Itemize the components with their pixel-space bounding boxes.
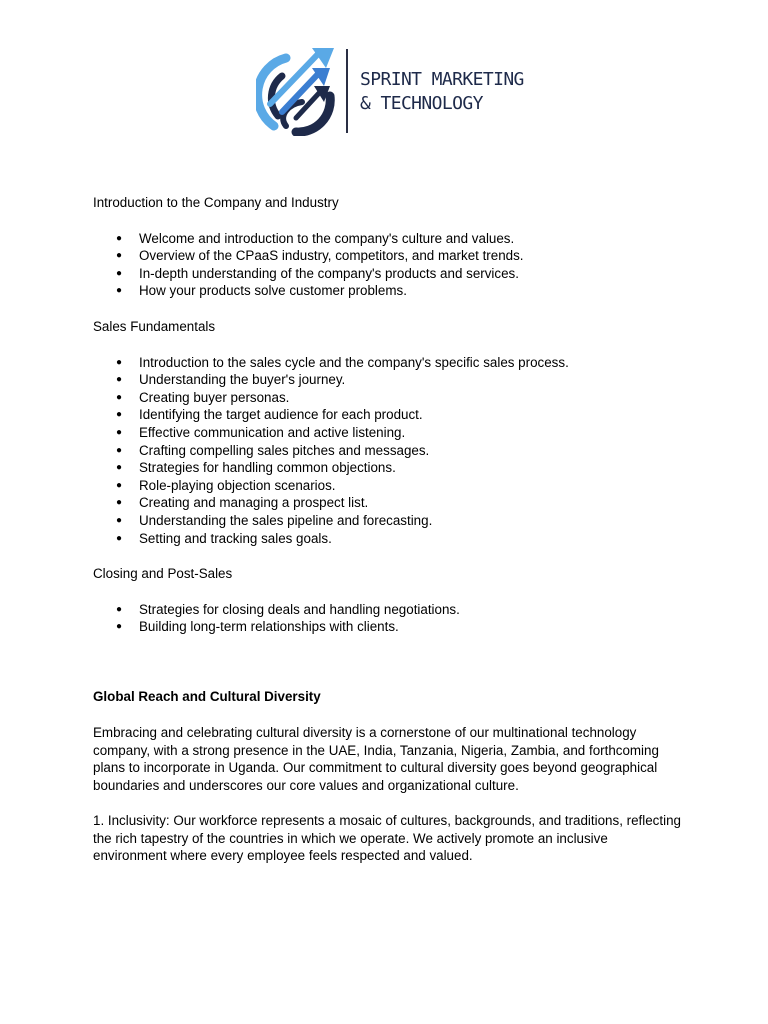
document-body xyxy=(93,194,683,865)
bullet-icon: ● xyxy=(116,409,123,421)
logo-wordmark xyxy=(360,68,524,116)
logo-line2: & TECHNOLOGY xyxy=(360,93,483,114)
bullet-icon: ● xyxy=(116,426,123,438)
list-item: ● How your products solve customer problems. xyxy=(116,283,407,299)
list-item: ● Identifying the target audience for each product. xyxy=(116,407,423,423)
bullet-icon: ● xyxy=(116,285,123,297)
list-item: ● In-depth understanding of the company's products and services. xyxy=(116,265,519,281)
list-item: ● Understanding the buyer's journey. xyxy=(116,372,346,388)
bullet-icon: ● xyxy=(116,462,123,474)
bullet-icon: ● xyxy=(116,497,123,509)
bullet-icon: ● xyxy=(116,532,123,544)
list-item: ● Strategies for handling common objections. xyxy=(116,460,396,476)
growth-arrow-logo-icon xyxy=(256,46,340,136)
list-item: ● Setting and tracking sales goals. xyxy=(116,530,332,546)
section-title-global: Global Reach and Cultural Diversity xyxy=(93,689,321,705)
section-title-sales: Sales Fundamentals xyxy=(93,318,216,334)
list-item: ● Building long-term relationships with clients. xyxy=(116,619,399,635)
global-paragraph-1: Embracing and celebrating cultural diversity is a cornerstone of our multinational technology company, with a strong presence in the UAE, India, Tanzania, Nigeria, Zambia, and forthcoming plans to incorporate in Uganda. Our commitment to cultural diversity goes beyond geographical boundaries and underscores our core values and organizational culture. xyxy=(93,725,659,793)
list-item: ● Effective communication and active listening. xyxy=(116,424,406,440)
global-paragraph-2: 1. Inclusivity: Our workforce represents a mosaic of cultures, backgrounds, and traditions, reflecting the rich tapestry of the countries in which we operate. We actively promote an inclusive environment where every employee feels respected and valued. xyxy=(93,813,681,864)
sales-list xyxy=(93,354,683,548)
logo-line1: SPRINT MARKETING xyxy=(360,69,524,90)
bullet-icon: ● xyxy=(116,444,123,456)
bullet-icon: ● xyxy=(116,621,123,633)
intro-list xyxy=(93,230,683,300)
section-title-closing: Closing and Post-Sales xyxy=(93,566,233,582)
spacer xyxy=(93,671,683,689)
list-item: ● Creating and managing a prospect list. xyxy=(116,495,369,511)
list-item: ● Crafting compelling sales pitches and messages. xyxy=(116,442,430,458)
section-title-intro: Introduction to the Company and Industry xyxy=(93,195,339,210)
company-logo xyxy=(256,46,526,136)
bullet-icon: ● xyxy=(116,514,123,526)
list-item: ● Introduction to the sales cycle and the company's specific sales process. xyxy=(116,354,569,370)
bullet-icon: ● xyxy=(116,250,123,262)
logo-divider xyxy=(346,49,348,133)
bullet-icon: ● xyxy=(116,356,123,368)
bullet-icon: ● xyxy=(116,603,123,615)
bullet-icon: ● xyxy=(116,232,123,244)
list-item: ● Understanding the sales pipeline and forecasting. xyxy=(116,512,433,528)
list-item: ● Role-playing objection scenarios. xyxy=(116,477,336,493)
spacer xyxy=(93,794,683,812)
list-item: ● Overview of the CPaaS industry, competitors, and market trends. xyxy=(116,248,524,264)
closing-list xyxy=(93,601,683,636)
list-item: ● Creating buyer personas. xyxy=(116,389,290,405)
bullet-icon: ● xyxy=(116,267,123,279)
bullet-icon: ● xyxy=(116,374,123,386)
bullet-icon: ● xyxy=(116,479,123,491)
spacer xyxy=(93,636,683,671)
list-item: ● Strategies for closing deals and handling negotiations. xyxy=(116,601,460,617)
list-item: ● Welcome and introduction to the company's culture and values. xyxy=(116,230,515,246)
bullet-icon: ● xyxy=(116,391,123,403)
